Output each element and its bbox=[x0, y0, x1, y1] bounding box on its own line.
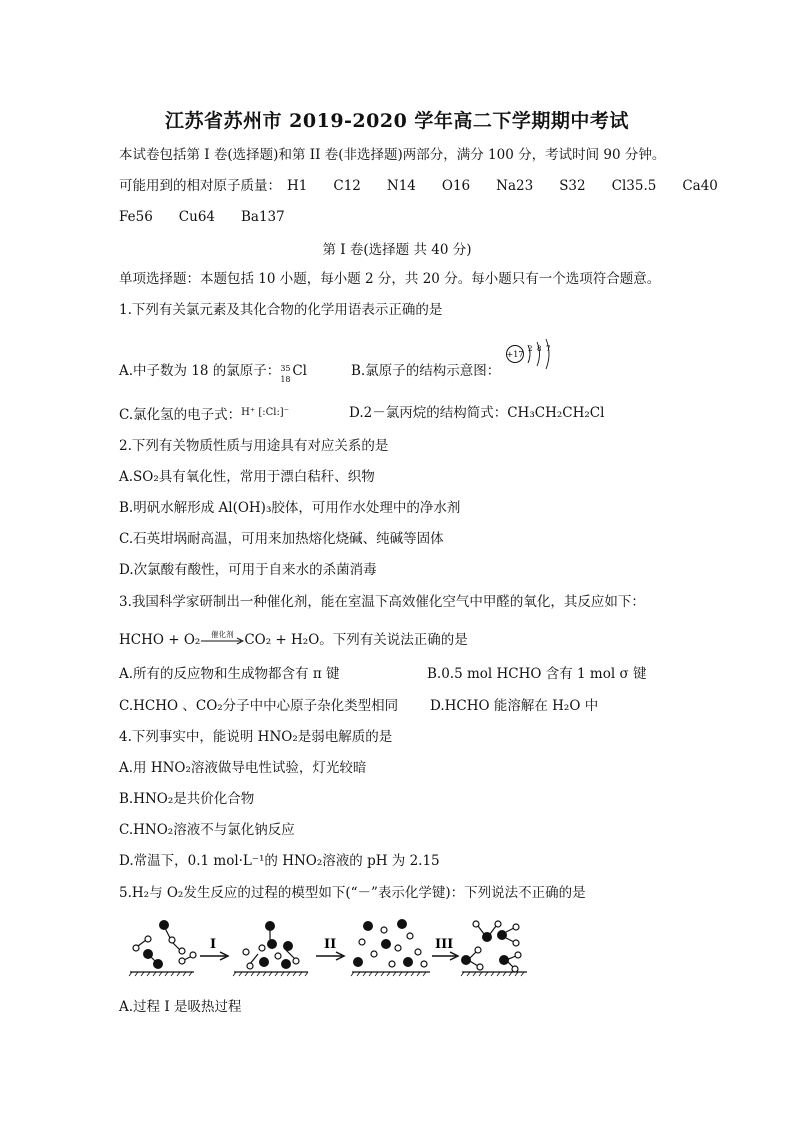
atomic-mass-row-2 bbox=[119, 208, 311, 226]
chlorine-isotope bbox=[280, 362, 292, 384]
q3-equation bbox=[119, 631, 468, 649]
q2-stem: 2.下列有关物质性质与用途具有对应关系的是 bbox=[119, 438, 389, 454]
nucleus-charge: +17 bbox=[506, 350, 524, 359]
q4-option-c: C.HNO₂溶液不与氯化钠反应 bbox=[119, 822, 295, 838]
mass-item: Cu64 bbox=[178, 209, 215, 225]
atomic-mass-row-1 bbox=[119, 177, 744, 195]
mass-item: C12 bbox=[333, 178, 361, 194]
q3-stem: 3.我国科学家研制出一种催化剂，能在室温下高效催化空气中甲醛的氧化，其反应如下： bbox=[119, 594, 645, 610]
q1-stem: 1.下列有关氯元素及其化合物的化学用语表示正确的是 bbox=[119, 302, 443, 318]
page-title: 江苏省苏州市 2019-2020 学年高二下学期期中考试 bbox=[165, 110, 629, 132]
stage-3-atoms bbox=[359, 927, 427, 967]
section-instructions: 单项选择题：本题包括 10 小题，每小题 2 分，共 20 分。每小题只有一个选项符合题意。 bbox=[119, 271, 661, 287]
exam-intro: 本试卷包括第 I 卷(选择题)和第 II 卷(非选择题)两部分，满分 100 分，考试时间 90 分钟。 bbox=[119, 147, 666, 163]
mass-item: O16 bbox=[441, 178, 471, 194]
mass-item: Na23 bbox=[496, 178, 534, 194]
step-label-1: I bbox=[210, 937, 217, 952]
reaction-process-model-diagram bbox=[122, 912, 532, 984]
reaction-arrow bbox=[200, 632, 244, 646]
mass-item: H1 bbox=[287, 178, 308, 194]
q1-option-c bbox=[119, 404, 289, 424]
atomic-number: 18 bbox=[280, 375, 291, 384]
element-symbol: Cl bbox=[292, 363, 307, 379]
chlorine-atom-structure-diagram bbox=[503, 338, 563, 378]
q1-option-d: D.2－氯丙烷的结构简式：CH₃CH₂CH₂Cl bbox=[349, 405, 605, 421]
q4-option-a: A.用 HNO₂溶液做导电性试验，灯光较暗 bbox=[119, 760, 367, 776]
shell-electrons-2: 8 bbox=[537, 345, 542, 353]
q2-option-c: C.石英坩埚耐高温，可用来加热熔化烧碱、纯碱等固体 bbox=[119, 531, 444, 547]
electron-formula: H⁺ [:Cl:]⁻ bbox=[241, 407, 289, 418]
atomic-mass-label: 可能用到的相对原子质量： bbox=[119, 178, 281, 194]
q2-option-b: B.明矾水解形成 Al(OH)₃胶体，可用作水处理中的净水剂 bbox=[119, 500, 461, 516]
q1-c-label: C.氯化氢的电子式： bbox=[119, 407, 242, 423]
q3-option-b: B.0.5 mol HCHO 含有 1 mol σ 键 bbox=[427, 666, 647, 682]
step-label-2: II bbox=[324, 937, 337, 952]
shell-electrons-1: 2 bbox=[528, 345, 533, 353]
q1-a-label: A.中子数为 18 的氯原子： bbox=[119, 363, 281, 379]
shell-arc-3 bbox=[546, 339, 549, 369]
q3-option-c: C.HCHO 、CO₂分子中中心原子杂化类型相同 bbox=[119, 698, 399, 714]
q4-option-d: D.常温下，0.1 mol·L⁻¹的 HNO₂溶液的 pH 为 2.15 bbox=[119, 853, 440, 869]
mass-item: Ba137 bbox=[241, 209, 285, 225]
mass-item: Ca40 bbox=[682, 178, 718, 194]
mass-item: S32 bbox=[559, 178, 586, 194]
mass-item: N14 bbox=[386, 178, 416, 194]
step-label-3: III bbox=[435, 937, 454, 952]
q4-stem: 4.下列事实中，能说明 HNO₂是弱电解质的是 bbox=[119, 729, 393, 745]
mass-number: 35 bbox=[280, 364, 291, 373]
q2-option-a: A.SO₂具有氧化性，常用于漂白秸秆、织物 bbox=[119, 469, 375, 485]
equation-reactants: HCHO + O₂ bbox=[119, 632, 201, 648]
step-arrow-2 bbox=[316, 937, 344, 960]
step-arrow-1 bbox=[200, 937, 228, 960]
catalyst-label: 催化剂 bbox=[211, 630, 234, 639]
q5-stem: 5.H₂与 O₂发生反应的过程的模型如下(“－”表示化学键)：下列说法不正确的是 bbox=[119, 885, 586, 901]
q1-option-a bbox=[119, 362, 307, 384]
q3-option-a: A.所有的反应物和生成物都含有 π 键 bbox=[119, 666, 340, 682]
q1-option-b: B.氯原子的结构示意图： bbox=[351, 363, 501, 379]
q2-option-d: D.次氯酸有酸性，可用于自来水的杀菌消毒 bbox=[119, 562, 377, 578]
section-title: 第 I 卷(选择题 共 40 分) bbox=[322, 242, 472, 258]
q4-option-b: B.HNO₂是共价化合物 bbox=[119, 791, 255, 807]
q3-option-d: D.HCHO 能溶解在 H₂O 中 bbox=[430, 698, 599, 714]
equation-products: CO₂ + H₂O。下列有关说法正确的是 bbox=[244, 632, 468, 648]
shell-electrons-3: 7 bbox=[546, 345, 551, 353]
mass-item: Cl35.5 bbox=[611, 178, 657, 194]
step-arrow-3 bbox=[432, 937, 458, 960]
mass-item: Fe56 bbox=[119, 209, 153, 225]
q5-option-a: A.过程 I 是吸热过程 bbox=[119, 999, 242, 1015]
stage-4-molecules bbox=[468, 926, 516, 968]
